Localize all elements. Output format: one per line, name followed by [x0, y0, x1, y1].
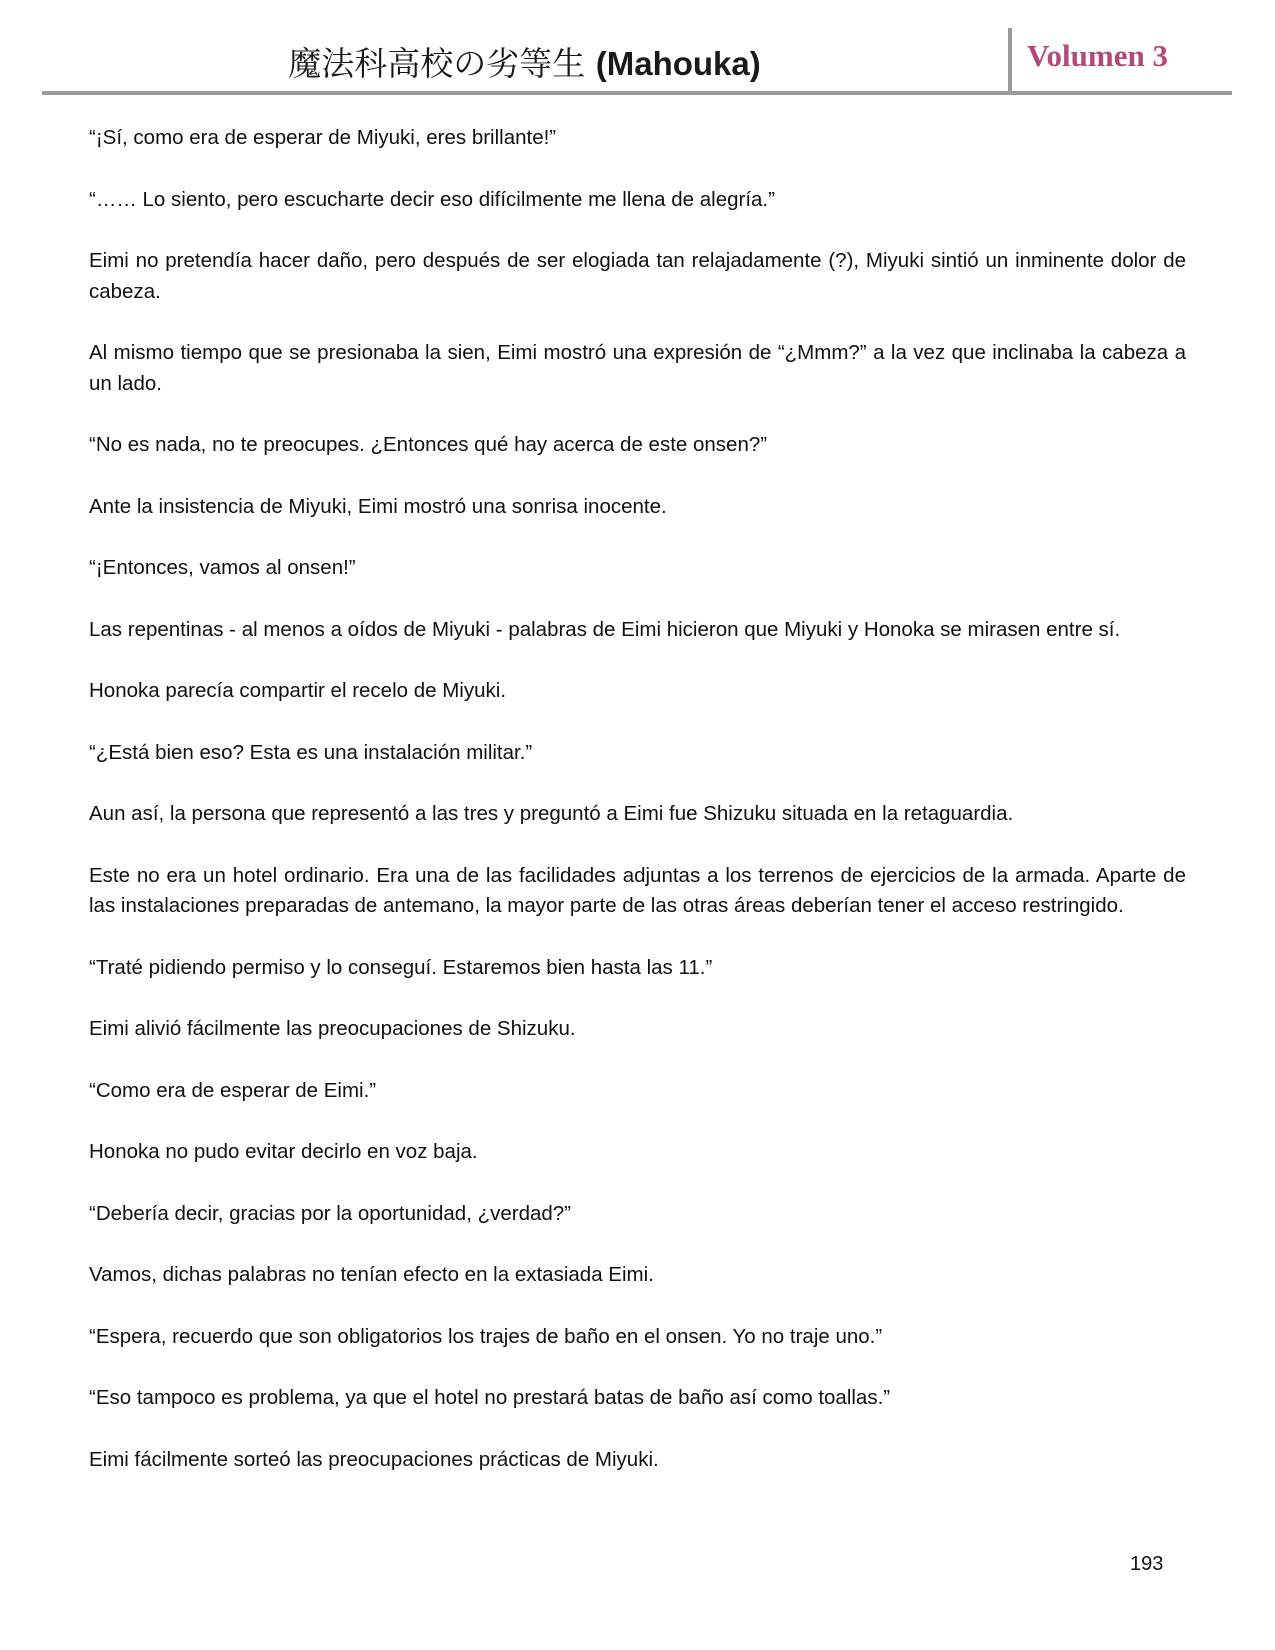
paragraph: Eimi no pretendía hacer daño, pero después de ser elogiada tan relajadamente (?), Miyuki sintió un inminente dolor de cabeza.	[89, 249, 1186, 303]
paragraph: “¿Está bien eso? Esta es una instalación militar.”	[89, 740, 533, 764]
header-horizontal-rule	[42, 91, 1232, 95]
page-body	[89, 123, 1186, 1506]
volume-label: Volumen 3	[1027, 38, 1168, 73]
paragraph: “¡Entonces, vamos al onsen!”	[89, 556, 356, 579]
paragraph: “Espera, recuerdo que son obligatorios los trajes de baño en el onsen. Yo no traje uno.”	[89, 1324, 883, 1348]
header-vertical-divider	[1008, 28, 1012, 92]
paragraph: Aun así, la persona que representó a las tres y preguntó a Eimi fue Shizuku situada en la retaguardia.	[89, 802, 1014, 825]
paragraph: “No es nada, no te preocupes. ¿Entonces qué hay acerca de este onsen?”	[89, 433, 768, 456]
paragraph: “…… Lo siento, pero escucharte decir eso difícilmente me llena de alegría.”	[89, 187, 775, 211]
paragraph: Eimi alivió fácilmente las preocupaciones de Shizuku.	[89, 1017, 576, 1040]
paragraph: Al mismo tiempo que se presionaba la sien, Eimi mostró una expresión de “¿Mmm?” a la vez que inclinaba la cabeza a un lado.	[89, 341, 1186, 395]
paragraph: “Eso tampoco es problema, ya que el hotel no prestará batas de baño así como toallas.”	[89, 1386, 891, 1409]
paragraph: “Debería decir, gracias por la oportunidad, ¿verdad?”	[89, 1201, 572, 1225]
paragraph: Eimi fácilmente sorteó las preocupaciones prácticas de Miyuki.	[89, 1447, 659, 1471]
paragraph: Las repentinas - al menos a oídos de Miyuki - palabras de Eimi hicieron que Miyuki y Honoka se mirasen entre sí.	[89, 617, 1121, 641]
paragraph: “¡Sí, como era de esperar de Miyuki, eres brillante!”	[89, 126, 557, 149]
paragraph: “Traté pidiendo permiso y lo conseguí. Estaremos bien hasta las 11.”	[89, 955, 713, 979]
paragraph: Honoka parecía compartir el recelo de Miyuki.	[89, 679, 507, 702]
book-title-latin: (Mahouka)	[595, 45, 761, 82]
paragraph: Ante la insistencia de Miyuki, Eimi mostró una sonrisa inocente.	[89, 494, 667, 518]
paragraph: Este no era un hotel ordinario. Era una de las facilidades adjuntas a los terrenos de ejercicios de la armada. Aparte de las instalaciones preparadas de antemano, la mayor parte de las otras áreas deberían tener el acceso restringido.	[89, 863, 1186, 917]
paragraph: Vamos, dichas palabras no tenían efecto en la extasiada Eimi.	[89, 1263, 654, 1286]
page-header	[42, 28, 1232, 92]
page-number: 193	[1130, 1553, 1164, 1575]
paragraph: Honoka no pudo evitar decirlo en voz baja.	[89, 1140, 478, 1163]
paragraph: “Como era de esperar de Eimi.”	[89, 1078, 377, 1102]
book-title-japanese: 魔法科高校の劣等生	[288, 44, 586, 83]
book-title	[42, 38, 1007, 85]
